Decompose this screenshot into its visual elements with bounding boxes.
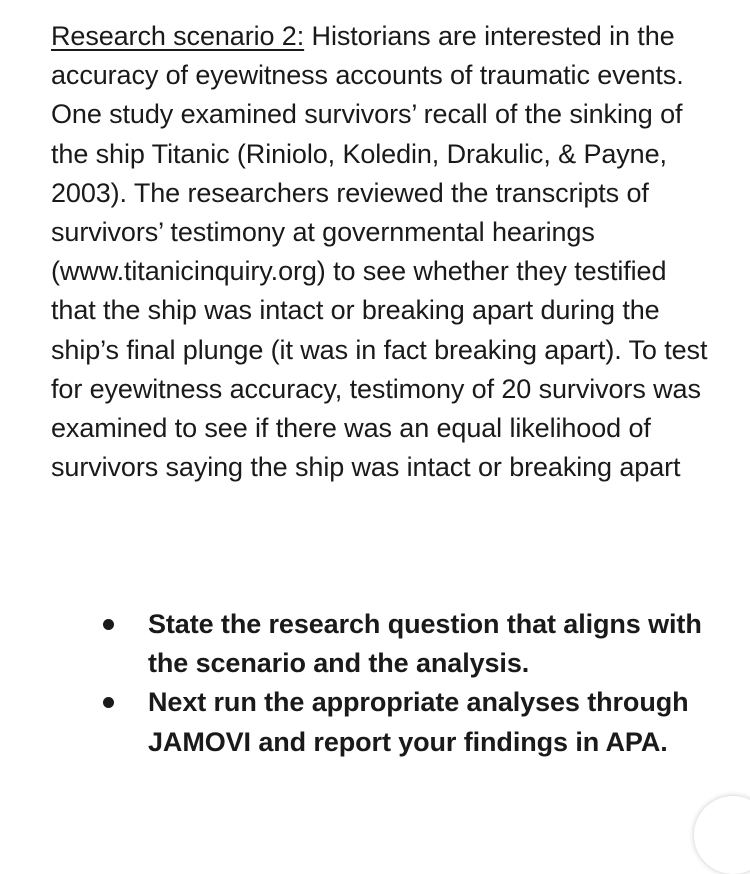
- bullet-icon: [103, 619, 114, 630]
- task-item: [51, 605, 711, 683]
- scenario-text: Historians are interested in the accuracy of eyewitness accounts of traumatic events. One study examined survivors’ recall of the sinking of the ship Titanic (Riniolo, Koledin, Drakulic, & Payne, 2003). The researchers reviewed the transcripts of survivors’ testimony at governmental hearings (www.titanicinquiry.org) to see whether they testified that the ship was intact or breaking apart during the ship’s final plunge (it was in fact breaking apart). To test for eyewitness accuracy, testimony of 20 survivors was examined to see if there was an equal likelihood of survivors saying the ship was intact or breaking apart: [51, 21, 708, 483]
- bullet-icon: [103, 697, 114, 708]
- floating-action-button[interactable]: [694, 796, 750, 874]
- scenario-label: Research scenario 2:: [51, 21, 305, 51]
- task-text: Next run the appropriate analyses through JAMOVI and report your findings in APA.: [148, 687, 689, 757]
- scenario-paragraph: [51, 17, 711, 487]
- document-body: [51, 17, 711, 487]
- task-item: [51, 683, 711, 761]
- task-list: [51, 605, 711, 762]
- task-text: State the research question that aligns with the scenario and the analysis.: [148, 609, 702, 679]
